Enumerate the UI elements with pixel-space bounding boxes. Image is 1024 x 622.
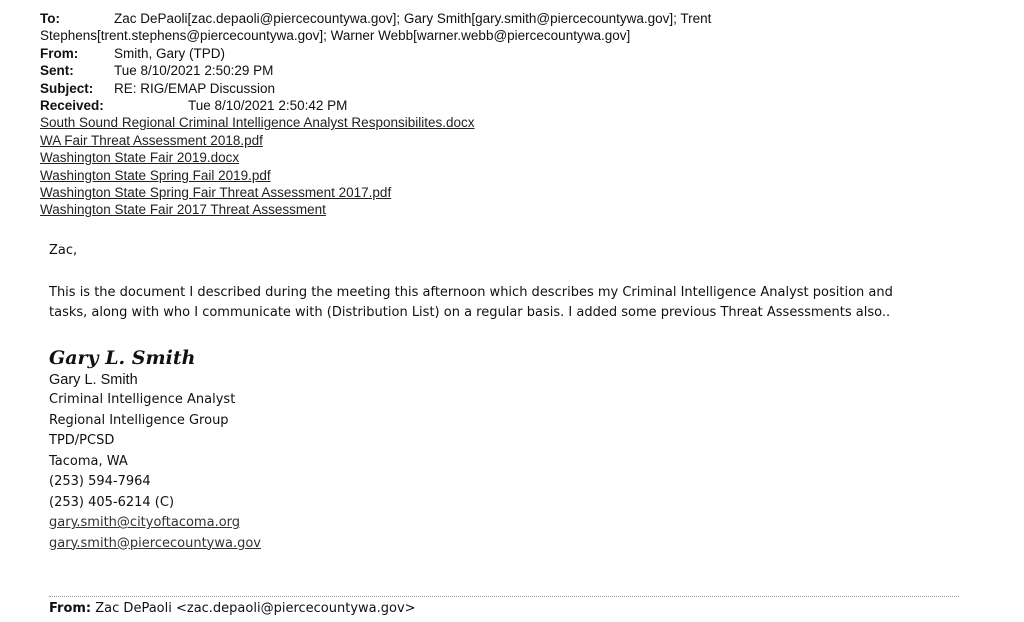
to-value: Zac DePaoli[zac.depaoli@piercecountywa.gov]; Gary Smith[gary.smith@piercecountywa.gov]; Trent (114, 11, 712, 26)
attachment-link[interactable]: WA Fair Threat Assessment 2018.pdf (40, 132, 263, 148)
sent-row (40, 62, 1000, 79)
signature-title: Criminal Intelligence Analyst (49, 392, 236, 407)
to-row (40, 10, 1000, 27)
subject-value: RE: RIG/EMAP Discussion (114, 80, 276, 96)
signature-org: TPD/PCSD (49, 433, 115, 448)
sent-value: Tue 8/10/2021 2:50:29 PM (114, 63, 274, 79)
attachment-list (40, 114, 1000, 218)
subject-row (40, 80, 1000, 97)
quoted-from-value: Zac DePaoli <zac.depaoli@piercecountywa.gov> (95, 601, 416, 616)
attachment-link[interactable]: Washington State Fair 2017 Threat Assessment (40, 202, 326, 218)
message-text (49, 283, 989, 323)
subject-label: Subject: (40, 80, 94, 96)
received-row (40, 97, 1000, 114)
quoted-from-label: From: (49, 601, 92, 616)
signature-phone: (253) 594-7964 (49, 474, 151, 489)
signature-email-link[interactable]: gary.smith@cityoftacoma.org (49, 515, 241, 530)
from-row (40, 45, 1000, 62)
signature-email-link[interactable]: gary.smith@piercecountywa.gov (49, 535, 261, 551)
signature-cell: (253) 405-6214 (C) (49, 494, 175, 510)
received-value: Tue 8/10/2021 2:50:42 PM (188, 97, 348, 113)
attachment-link[interactable]: South Sound Regional Criminal Intelligence Analyst Responsibilites.docx (40, 115, 475, 131)
message-line: tasks, along with who I communicate with (Distribution List) on a regular basis. I added some previous Threat Assessments also.. (49, 305, 891, 320)
sent-label: Sent: (40, 63, 74, 79)
signature-script-name: Gary L. Smith (49, 347, 196, 369)
to-row-continued (40, 27, 1000, 44)
quoted-divider (49, 596, 959, 597)
signature-group: Regional Intelligence Group (49, 412, 229, 428)
email-header (40, 10, 1000, 219)
email-body (49, 241, 989, 323)
from-label: From: (40, 45, 79, 61)
received-label: Received: (40, 97, 104, 113)
signature-block (49, 346, 261, 554)
attachment-link[interactable]: Washington State Spring Fair Threat Assessment 2017.pdf (40, 184, 392, 200)
signature-location: Tacoma, WA (49, 453, 128, 469)
to-label: To: (40, 11, 60, 26)
attachment-link[interactable]: Washington State Spring Fail 2019.pdf (40, 167, 271, 183)
from-value: Smith, Gary (TPD) (114, 45, 226, 61)
attachment-link[interactable]: Washington State Fair 2019.docx (40, 150, 240, 166)
greeting: Zac, (49, 243, 78, 258)
to-value-continued: Stephens[trent.stephens@piercecountywa.gov]; Warner Webb[warner.webb@piercecountywa.gov] (40, 28, 631, 44)
signature-name: Gary L. Smith (49, 372, 138, 388)
message-line: This is the document I described during the meeting this afternoon which describes my Criminal Intelligence Analyst position and (49, 285, 893, 300)
quoted-from-line (49, 600, 416, 618)
